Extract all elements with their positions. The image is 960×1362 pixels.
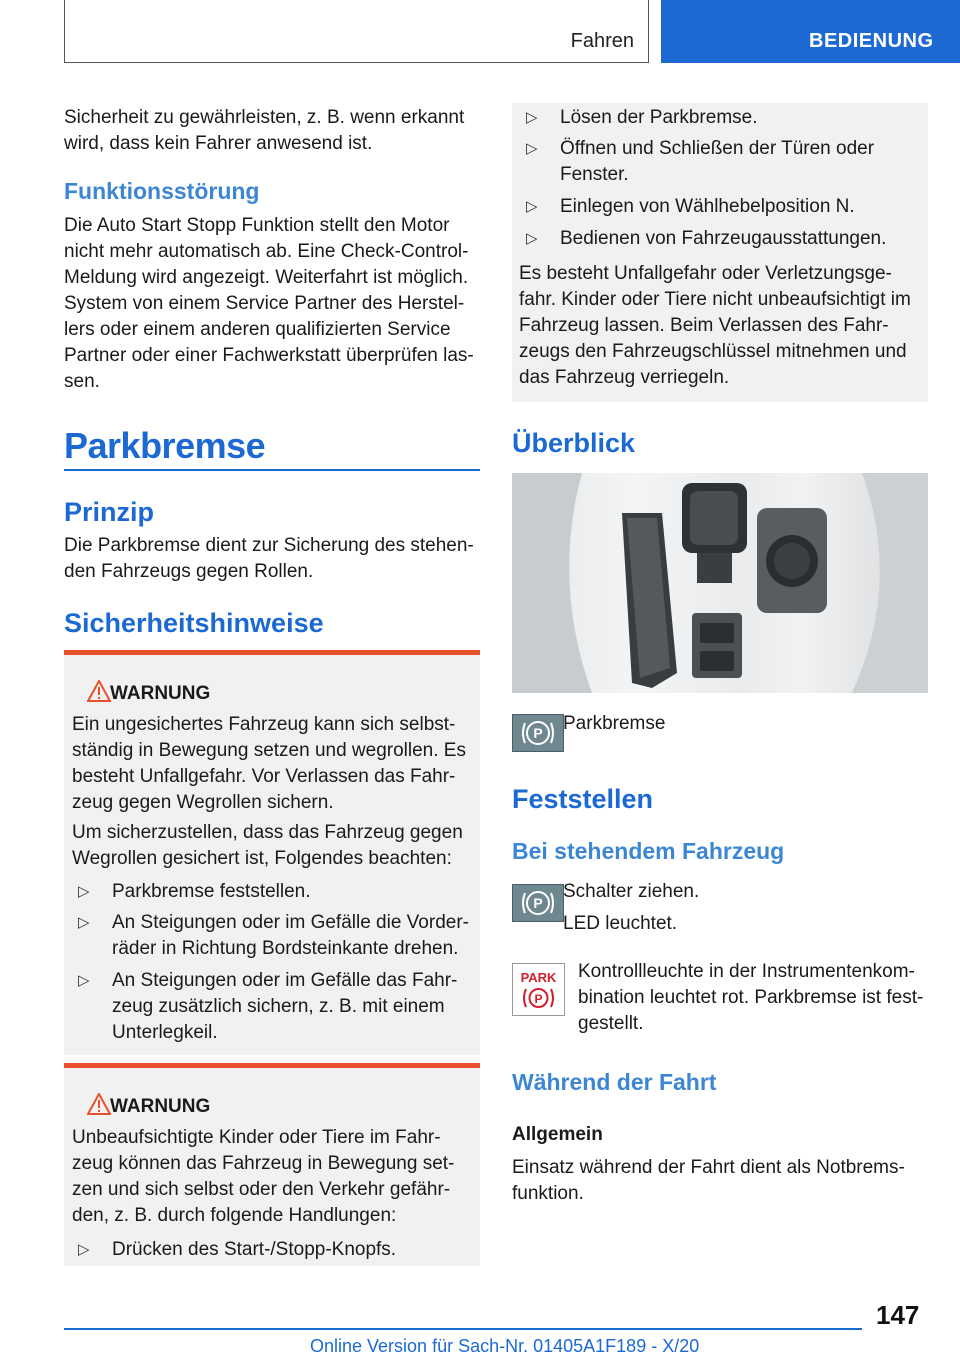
header-chapter-tab: [661, 0, 960, 63]
malfunction-heading: Funktionsstörung: [64, 178, 260, 204]
warning-text: [72, 712, 477, 816]
malfunction-line: sen.: [64, 371, 100, 392]
bullet-line: Bedienen von Fahrzeugausstattungen.: [560, 228, 887, 249]
park-lamp-paragraph: [578, 959, 928, 1037]
header-chapter-label: BEDIENUNG: [809, 30, 934, 52]
principle-line: Die Parkbremse dient zur Sicherung des stehen-: [64, 535, 474, 556]
svg-text:P: P: [533, 895, 543, 911]
safety-heading: Sicherheitshinweise: [64, 608, 324, 638]
bullet-line: Öffnen und Schließen der Türen oder: [560, 138, 875, 159]
bullet-triangle-icon: ▷: [526, 198, 538, 215]
general-line: funktion.: [512, 1183, 584, 1204]
warning-box-1: [64, 650, 480, 1055]
warning-line: den, z. B. durch folgende Handlungen:: [72, 1205, 397, 1226]
bullet-line: zeug zusätzlich sichern, z. B. mit einem: [112, 996, 445, 1017]
warning-title: WARNUNG: [110, 683, 211, 704]
bullet-triangle-icon: ▷: [526, 140, 538, 157]
warning-line: zeugs den Fahrzeugschlüssel mitnehmen und: [519, 341, 907, 362]
list-item: [78, 968, 473, 1046]
center-console-illustration: [512, 473, 928, 693]
standing-heading: Bei stehendem Fahrzeug: [512, 838, 785, 864]
list-item: [526, 226, 921, 252]
standing-steps: [563, 879, 699, 937]
warning-line: zen und sich selbst oder den Verkehr gefähr-: [72, 1179, 451, 1200]
parking-brake-icon: [512, 714, 564, 752]
warning-line: zeug können das Fahrzeug in Bewegung set-: [72, 1153, 455, 1174]
bullet-triangle-icon: ▷: [78, 972, 90, 989]
main-heading-parkbremse: Parkbremse: [64, 425, 266, 466]
bullet-triangle-icon: ▷: [78, 1241, 90, 1258]
intro-line: Sicherheit zu gewährleisten, z. B. wenn erkannt: [64, 107, 465, 128]
principle-line: den Fahrzeugs gegen Rollen.: [64, 561, 314, 582]
malfunction-line: nicht mehr automatisch ab. Eine Check-Control-: [64, 241, 469, 262]
principle-heading: Prinzip: [64, 497, 155, 527]
list-item: [526, 136, 921, 188]
warning-text: [72, 1125, 477, 1229]
warning-line: Wegrollen gesichert ist, Folgendes beachten:: [72, 848, 452, 869]
intro-paragraph: [64, 105, 484, 157]
warning-title: WARNUNG: [110, 1096, 211, 1117]
bullet-line: Lösen der Parkbremse.: [560, 107, 758, 128]
malfunction-line: Meldung wird angezeigt. Weiterfahrt ist möglich.: [64, 267, 469, 288]
warning-line: besteht Unfallgefahr. Vor Verlassen das Fahr-: [72, 766, 456, 787]
list-item: [78, 910, 473, 962]
principle-paragraph: [64, 533, 484, 585]
malfunction-line: System von einem Service Partner des Herstel-: [64, 293, 465, 314]
park-line: gestellt.: [578, 1013, 644, 1034]
warning-line: Um sicherzustellen, dass das Fahrzeug gegen: [72, 822, 463, 843]
warning-line: Fahrzeug lassen. Beim Verlassen des Fahr-: [519, 315, 889, 336]
footer-rule: [64, 1328, 862, 1330]
bullet-triangle-icon: ▷: [526, 230, 538, 247]
warning-line: ständig in Bewegung setzen und wegrollen. Es: [72, 740, 466, 761]
malfunction-line: Die Auto Start Stopp Funktion stellt den Motor: [64, 215, 450, 236]
list-item: [78, 1237, 473, 1263]
center-console-photo: [512, 473, 928, 693]
malfunction-paragraph: [64, 213, 484, 395]
bullet-line: An Steigungen oder im Gefälle die Vorder-: [112, 912, 469, 933]
warning-box-2: [64, 1063, 480, 1266]
footer-online-version: Online Version für Sach-Nr. 01405A1F189 - X/20: [310, 1336, 700, 1356]
header-section-label: Fahren: [570, 30, 634, 52]
bullet-line: Unterlegkeil.: [112, 1022, 218, 1043]
bullet-line: Einlegen von Wählhebelposition N.: [560, 196, 855, 217]
list-item: [78, 879, 473, 905]
list-item: [526, 105, 921, 131]
warning-line: das Fahrzeug verriegeln.: [519, 367, 730, 388]
overview-heading: Überblick: [512, 428, 636, 458]
heading-rule: [64, 469, 480, 471]
warning-triangle-icon: [87, 680, 111, 702]
header-section-tab: [64, 0, 649, 63]
malfunction-line: Partner oder einer Fachwerkstatt überprüfen las-: [64, 345, 474, 366]
parking-brake-icon: [512, 884, 564, 922]
general-line: Einsatz während der Fahrt dient als Notbrems-: [512, 1157, 905, 1178]
park-line: Kontrollleuchte in der Instrumentenkom-: [578, 961, 915, 982]
bullet-triangle-icon: ▷: [526, 109, 538, 126]
warning-line: zeug gegen Wegrollen sichern.: [72, 792, 334, 813]
intro-line: wird, dass kein Fahrer anwesend ist.: [64, 133, 373, 154]
page-number: 147: [876, 1300, 920, 1330]
general-paragraph: [512, 1155, 928, 1207]
warning-text: [519, 261, 924, 391]
bullet-line: räder in Richtung Bordsteinkante drehen.: [112, 938, 459, 959]
warning-continuation-box: [512, 103, 928, 402]
park-line: bination leuchtet rot. Parkbremse ist fest-: [578, 987, 924, 1008]
warning-line: Ein ungesichertes Fahrzeug kann sich selbst-: [72, 714, 456, 735]
warning-line: Es besteht Unfallgefahr oder Verletzungsge-: [519, 263, 892, 284]
apply-heading: Feststellen: [512, 784, 654, 814]
step-line: LED leuchtet.: [563, 913, 678, 934]
bullet-line: Parkbremse feststellen.: [112, 881, 311, 902]
warning-triangle-icon: [87, 1093, 111, 1115]
driving-heading: Während der Fahrt: [512, 1069, 717, 1095]
general-heading: Allgemein: [512, 1124, 603, 1145]
warning-text-2: [72, 820, 477, 872]
list-item: [526, 194, 921, 220]
park-icon-label: PARK: [520, 970, 557, 985]
bullet-triangle-icon: ▷: [78, 914, 90, 931]
bullet-line: An Steigungen oder im Gefälle das Fahr-: [112, 970, 458, 991]
step-line: Schalter ziehen.: [563, 881, 700, 902]
bullet-line: Drücken des Start-/Stopp-Knopfs.: [112, 1239, 397, 1260]
park-warning-lamp-icon: [512, 963, 565, 1016]
malfunction-line: lers oder einem anderen qualifizierten Service: [64, 319, 451, 340]
svg-text:P: P: [533, 725, 543, 741]
bullet-triangle-icon: ▷: [78, 883, 90, 900]
parkbrake-label: Parkbremse: [563, 713, 666, 734]
bullet-line: Fenster.: [560, 164, 629, 185]
warning-line: Unbeaufsichtigte Kinder oder Tiere im Fahr-: [72, 1127, 441, 1148]
warning-line: fahr. Kinder oder Tiere nicht unbeaufsichtigt im: [519, 289, 911, 310]
svg-text:P: P: [534, 992, 543, 1006]
